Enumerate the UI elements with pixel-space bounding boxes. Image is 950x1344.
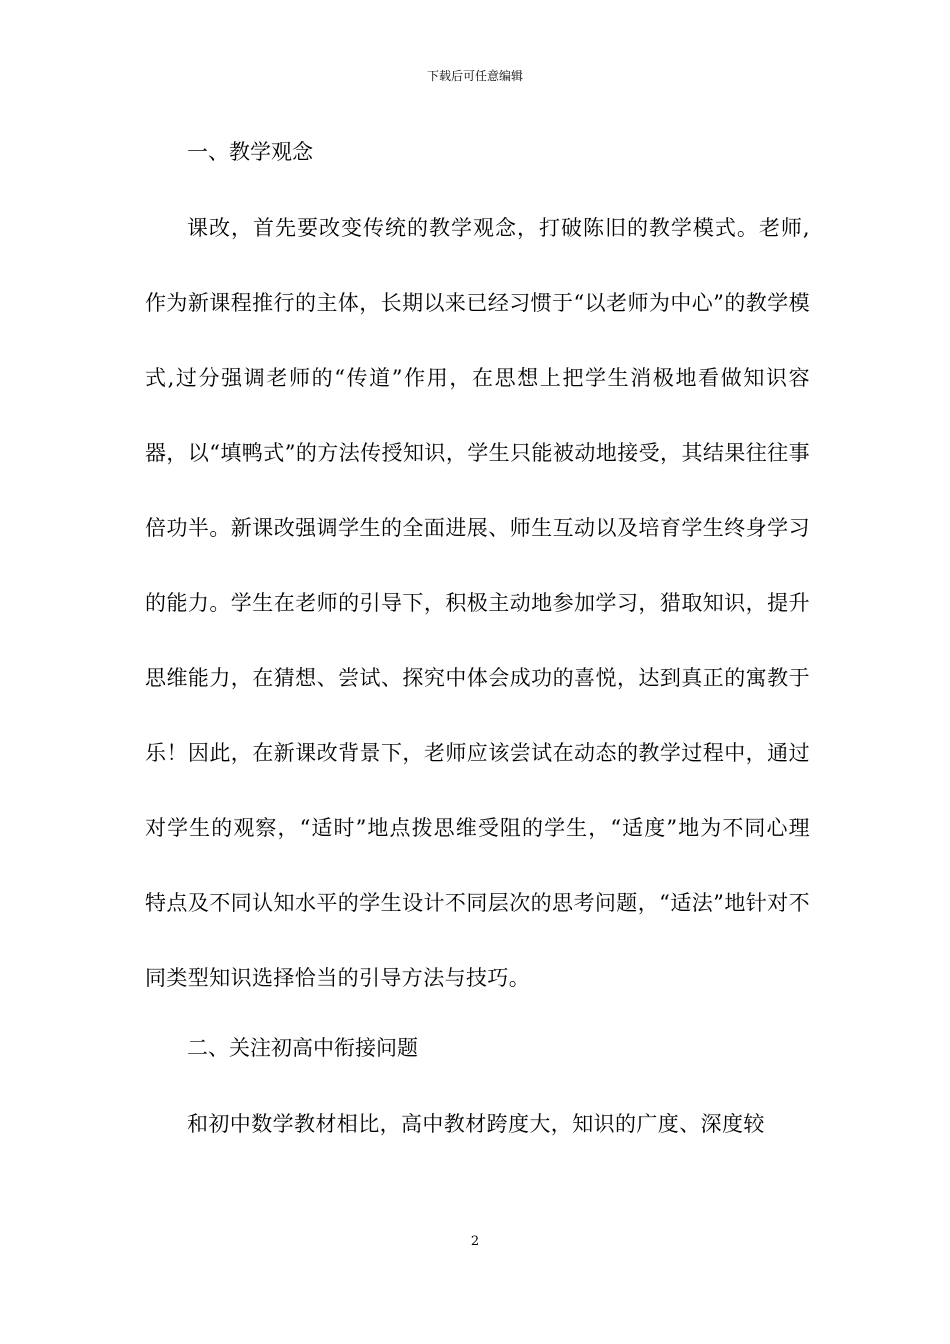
page-content xyxy=(145,130,810,1162)
page-header: 下载后可任意编辑 xyxy=(426,69,523,83)
section-paragraph-2: 和初中数学教材相比，高中教材跨度大，知识的广度、深度较 xyxy=(187,1112,765,1136)
section-heading-2: 二、关注初高中衔接问题 xyxy=(187,1036,418,1060)
page-number: 2 xyxy=(470,1234,480,1249)
section-heading-1: 一、教学观念 xyxy=(187,140,313,164)
section-paragraph-1: 课改，首先要改变传统的教学观念，打破陈旧的教学模式。老师,作为新课程推行的主体，长期以来已经习惯于“以老师为中心”的教学模式,过分强调老师的“传道”作用，在思想上把学生消极地看做知识容器，以“填鸭式”的方法传授知识，学生只能被动地接受，其结果往往事倍功半。新课改强调学生的全面进展、师生互动以及培育学生终身学习的能力。学生在老师的引导下，积极主动地参加学习，猎取知识，提升思维能力，在猜想、尝试、探究中体会成功的喜悦，达到真正的寓教于乐！因此，在新课改背景下，老师应该尝试在动态的教学过程中，通过对学生的观察，“适时”地点拨思维受阻的学生，“适度”地为不同心理特点及不同认知水平的学生设计不同层次的思考问题，“适法”地针对不同类型知识选择恰当的引导方法与技巧。 xyxy=(145,216,810,990)
